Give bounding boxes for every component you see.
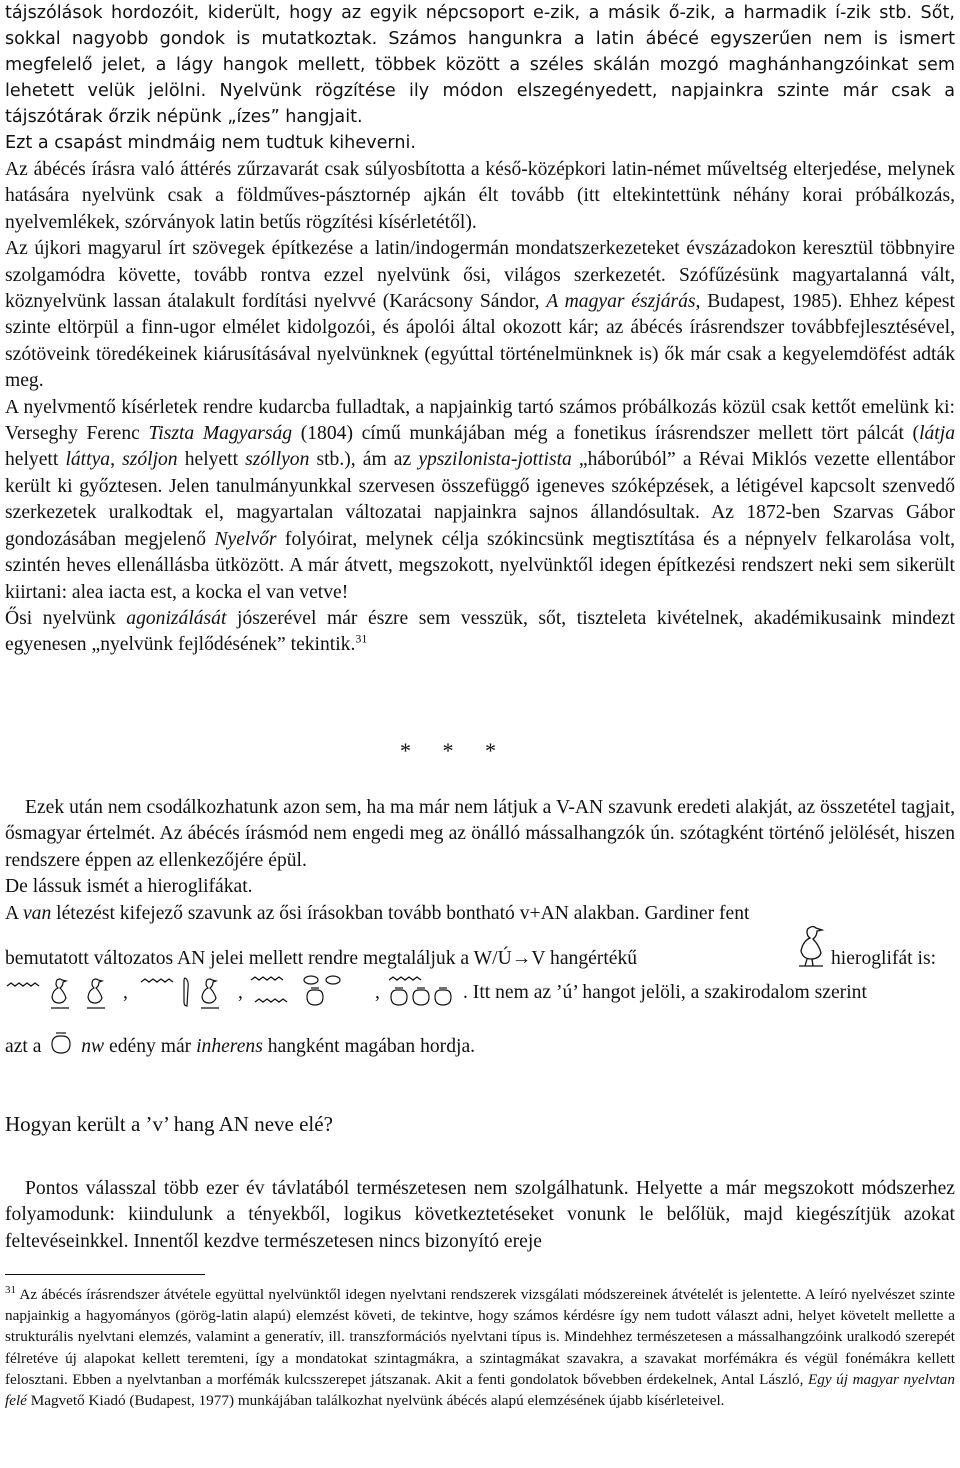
paragraph-1: tájszólások hordozóit, kiderült, hogy az egyik népcsoport e-zik, a másik ő-zik, a harmadik í-zik stb. Sőt, sokkal nagyobb gondok is mutatkoztak. Számos hangunkra a latin ábécé egyszerűen nem is ismert megfelelő jelet, a lágy hangok mellett, többek között a széles skálán mozgó maghánhangzóinkat sem lehetett velük jelölni. Nyelvünk rögzítése ily módon elszegényedett, napjainkra szinte már csak a tájszótárak őrzik népünk „ízes” hangjait. bbox=[5, 3, 955, 127]
water-and-chick-hieroglyphs-icon bbox=[5, 974, 120, 1014]
footnote-divider bbox=[5, 1274, 205, 1275]
glyph-line-2 bbox=[5, 974, 960, 1014]
comma: , bbox=[238, 982, 243, 1003]
paragraph-8: De lássuk ismét a hieroglifákat. bbox=[5, 876, 253, 898]
paragraph-9: A van létezést kifejező szavunk az ősi írásokban tovább bontható v+AN alakban. Gardiner fent bbox=[5, 902, 750, 924]
paragraph-10: Pontos válasszal több ezer év távlatából természetesen nem szolgálhatunk. Helyette a már megszokott módszerhez folyamodunk: kiindulunk a tényekből, logikus következtetéseket vonunk le belőlük, majd kiegészítjük azokat feltevéseinkkel. Innentől kezdve természetesen nincs bizonyító ereje bbox=[5, 1178, 955, 1252]
quail-chick-hieroglyph-icon bbox=[795, 924, 829, 968]
body-text bbox=[5, 157, 955, 659]
paragraph-4: Az újkori magyarul írt szövegek építkezése a latin/indogermán mondatszerkezeteket évszázadokon keresztül többnyire szolgamódra követte, tovább rontva ezzel nyelvünk ősi, világos szerkezetét. Szófűzésünk magyartalanná vált, köznyelvünk lassan átalakult fordítási nyelvvé (Karácsony Sándor, A magyar észjárás, Budapest, 1985). Ehhez képest szinte eltörpül a finn-ugor elmélet kidolgozói, és ápolói által okozott kár; az ábécés írásrendszer továbbfejlesztésével, szótöveink töredékeinek kiárusításával nyelvünknek (egyúttal történelmünknek is) ők már csak a kegyelemdöfést adták meg. bbox=[5, 238, 956, 392]
paragraph-2: Ezt a csapást mindmáig nem tudtuk kiheverni. bbox=[5, 133, 416, 153]
three-pots-hieroglyphs-icon bbox=[387, 974, 465, 1014]
comma: , bbox=[375, 982, 380, 1003]
water-and-pot-hieroglyphs-icon bbox=[249, 974, 369, 1014]
paragraph-7: Ezek után nem csodálkozhatunk azon sem, ha ma már nem látjuk a V-AN szavunk eredeti alakját, az összetétel tagjait, ősmagyar értelmét. Az ábécés írásmód nem engedi meg az önálló mássalhangzók ún. szótagként történő jelölését, hiszen rendszere éppen az ellenkezőjére épül. bbox=[5, 797, 955, 871]
lower-text bbox=[5, 795, 955, 927]
footnote-number: 31 bbox=[5, 1283, 16, 1296]
footnote-ref: 31 bbox=[355, 631, 368, 646]
paragraph-6: Ősi nyelvünk agonizálását jószerével már észre sem vesszük, sőt, tiszteletа kivételnek, akadémikusaink mindezt egyenesen „nyelvünk fejlődésének” tekintik.$^{31}$ bbox=[5, 607, 956, 656]
glyph-line-2-text: . Itt nem az ’ú’ hangot jelöli, a szakirodalom szerint bbox=[463, 982, 867, 1003]
glyph-line-1-end: hieroglifát is: bbox=[831, 948, 937, 969]
water-reed-chick-hieroglyphs-icon bbox=[139, 974, 235, 1014]
glyph-line-3: azt a nw edény már inherens hangként magában hordja. bbox=[5, 1030, 475, 1060]
section-heading: Hogyan került a ’v’ hang AN neve elé? bbox=[5, 1112, 333, 1136]
section-separator: * * * bbox=[400, 738, 496, 763]
paragraph-5: A nyelvmentő kísérletek rendre kudarcba fulladtak, a napjainkig tartó számos próbálkozás közül csak kettőt emelünk ki: Verseghy Ferenc Tiszta Magyarság (1804) című munkájában még a fonetikus írásrendszer mellett tört pálcát (látja helyett láttya, szóljon helyett szóllyon stb.), ám az ypszilonista-jottista „háborúból” a Révai Miklós vezette ellentábor került ki győztesen. Jelen tanulmányunkkal szervesen összefüggő igeneves szóképzések, a létigével kapcsolt szenvedő szerkezetek uralkodtak el, magyartalan változatai napjainkra sajnos állandósultak. Az 1872-ben Szarvas Gábor gondozásában megjelenő Nyelvőr folyóirat, melynek célja szókincsünk megtisztítása és a népnyelv felkarolása volt, szintén heves ellenállásba ütközött. A már átvett, megszokott, nyelvünktől idegen építkezési rendszert neki sem sikerült kiirtani: alea iacta est, a kocka el van vetve! bbox=[5, 396, 956, 603]
comma: , bbox=[123, 982, 128, 1003]
footnote: $^{31}$ Az ábécés írásrendszer átvétele együttal nyelvünktől idegen nyelvtani rendszerek vizsgálati módszereinek átvételét is jelentette. A leíró nyelvészet szinte napjainkig a hagyományos (görög-latin alapú) elemzést követi, de tekintve, hogy számos kérdésre így nem tudott választ adni, helyet követelt mellette a strukturális nyelvtani elemzés, valamint a generatív, ill. transzformációs nyelvtani típus is. Mindehhez természetesen a mássalhangzóink uralkodó szerepét félretéve új alapokat kellett teremteni, így a mondatokat szintagmákra, a szintagmákat szavakra, a szavakat morfémákra és végül fonémákra kellett felosztani. Ebben a nyelvtanban a morfémák kulcsszerepet játszanak. Akit a fenti gondolatok bővebben érdekelnek, Antal László, Egy új magyar nyelvtan felé Magvető Kiadó (Budapest, 1977) munkájában találkozhat nyelvünk ábécés alapú elemzésének újabb kísérleteivel. bbox=[5, 1283, 955, 1410]
intro-text bbox=[5, 0, 955, 156]
paragraph-3: Az ábécés írásra való áttérés zűrzavarát csak súlyosbította a késő-középkori latin-német műveltség elterjedése, melynek hatására nyelvünk csak a földműves-pásztornép ajkán élt tovább (itt eltekintettünk néhány korai próbálkozás, nyelvemlékek, szórványok latin betűs rögzítési kísérletétől). bbox=[5, 159, 955, 233]
glyph-line-1: bemutatott változatos AN jelei mellett rendre megtaláljuk a W/Ú→V hangértékű bbox=[5, 948, 638, 969]
nw-pot-hieroglyph-icon bbox=[46, 1030, 76, 1054]
